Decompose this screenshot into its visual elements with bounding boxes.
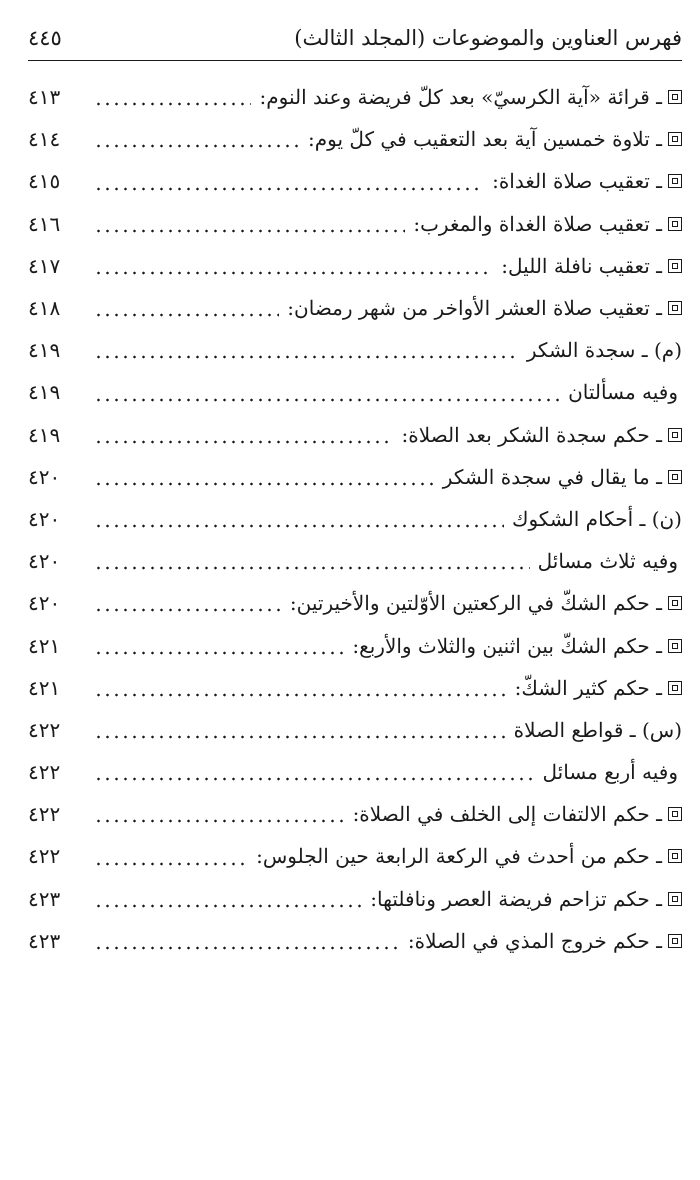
toc-entry	[543, 760, 682, 784]
running-header	[28, 20, 682, 56]
toc-item-title: ـ تعقيب نافلة الليل:	[501, 253, 662, 278]
toc-page-number: ٤٢٢	[28, 717, 61, 742]
toc-note: وفيه ثلاث مسائل	[537, 549, 678, 574]
square-bullet-icon	[668, 174, 682, 188]
square-bullet-icon	[668, 301, 682, 315]
dot-leader	[94, 565, 530, 571]
dot-leader	[94, 903, 362, 909]
square-bullet-icon	[668, 470, 682, 484]
toc-page-number: ٤٢٣	[28, 928, 61, 953]
dot-leader	[94, 270, 493, 276]
toc-page-number: ٤٢٢	[28, 844, 61, 869]
toc-entry	[352, 634, 682, 658]
toc-entry	[408, 929, 682, 953]
toc-entry	[527, 338, 682, 362]
toc-page-number: ٤١٤	[28, 127, 61, 152]
toc-page-number: ٤١٥	[28, 169, 61, 194]
toc-row	[28, 287, 682, 329]
dot-leader	[94, 354, 519, 360]
toc-page-number: ٤٢٠	[28, 549, 61, 574]
toc-page-number: ٤٢٠	[28, 591, 61, 616]
toc-page-number: ٤٢٠	[28, 464, 61, 489]
dot-leader	[94, 734, 506, 740]
toc-row	[28, 540, 682, 582]
toc-row	[28, 160, 682, 202]
square-bullet-icon	[668, 934, 682, 948]
toc-item-title: ـ حكم كثير الشكّ:	[514, 675, 662, 700]
dot-leader	[94, 481, 435, 487]
square-bullet-icon	[668, 90, 682, 104]
toc-entry	[501, 254, 682, 278]
toc-page-number: ٤١٩	[28, 380, 61, 405]
toc-row	[28, 245, 682, 287]
toc-section-title: (ن) ـ أحكام الشكوك	[511, 506, 682, 531]
toc-entry	[512, 507, 682, 531]
dot-leader	[94, 228, 405, 234]
toc-entry	[514, 718, 682, 742]
toc-row	[28, 203, 682, 245]
toc-page-number: ٤٢٣	[28, 886, 61, 911]
toc-item-title: ـ حكم من أحدث في الركعة الرابعة حين الجلوس:	[256, 844, 662, 869]
toc-row	[28, 624, 682, 666]
toc-page-number: ٤٢٢	[28, 760, 61, 785]
toc-page-number: ٤٢١	[28, 675, 61, 700]
toc-row	[28, 667, 682, 709]
dot-leader	[94, 650, 344, 656]
toc-row	[28, 329, 682, 371]
toc-entry	[308, 127, 682, 151]
toc-item-title: ـ تلاوة خمسين آية بعد التعقيب في كلّ يوم:	[308, 127, 662, 152]
toc-entry	[287, 296, 682, 320]
toc-item-title: ـ تعقيب صلاة العشر الأواخر من شهر رمضان:	[287, 296, 662, 321]
toc-entry	[492, 169, 682, 193]
toc-row	[28, 793, 682, 835]
square-bullet-icon	[668, 132, 682, 146]
toc-page-number: ٤٢٢	[28, 802, 61, 827]
toc-item-title: ـ قرائة «آية الكرسيّ» بعد كلّ فريضة وعند النوم:	[259, 85, 662, 110]
dot-leader	[94, 312, 279, 318]
dot-leader	[94, 439, 394, 445]
toc-item-title: ـ حكم الالتفات إلى الخلف في الصلاة:	[352, 802, 662, 827]
toc-section-title: (م) ـ سجدة الشكر	[526, 338, 682, 363]
square-bullet-icon	[668, 892, 682, 906]
toc-row	[28, 118, 682, 160]
toc-entry	[515, 676, 682, 700]
square-bullet-icon	[668, 428, 682, 442]
toc-page-number: ٤١٩	[28, 422, 61, 447]
toc-entry	[443, 465, 682, 489]
toc-item-title: ـ حكم الشكّ في الركعتين الأوّلتين والأخيرتين:	[289, 591, 662, 616]
square-bullet-icon	[668, 681, 682, 695]
toc-item-title: ـ حكم تزاحم فريضة العصر ونافلتها:	[370, 886, 662, 911]
square-bullet-icon	[668, 596, 682, 610]
toc-row	[28, 371, 682, 413]
toc-page-number: ٤٢٠	[28, 506, 61, 531]
toc-page-number: ٤٢١	[28, 633, 61, 658]
toc-item-title: ـ تعقيب صلاة الغداة والمغرب:	[413, 211, 662, 236]
toc-entry	[568, 380, 682, 404]
dot-leader	[94, 818, 345, 824]
toc-entry	[402, 423, 682, 447]
header-page-number: ٤٤٥	[28, 26, 62, 50]
toc-row	[28, 456, 682, 498]
toc-entry	[290, 591, 682, 615]
header-title: فهرس العناوين والموضوعات (المجلد الثالث)	[294, 26, 682, 50]
toc-row	[28, 751, 682, 793]
toc-item-title: ـ حكم خروج المذي في الصلاة:	[407, 928, 662, 953]
table-of-contents	[28, 76, 682, 962]
toc-page-number: ٤١٩	[28, 338, 61, 363]
toc-row	[28, 835, 682, 877]
dot-leader	[94, 945, 400, 951]
toc-row	[28, 709, 682, 751]
square-bullet-icon	[668, 217, 682, 231]
toc-note: وفيه أربع مسائل	[542, 760, 678, 785]
toc-entry	[353, 802, 682, 826]
square-bullet-icon	[668, 807, 682, 821]
toc-entry	[259, 85, 682, 109]
toc-row	[28, 76, 682, 118]
toc-page-number: ٤١٨	[28, 296, 61, 321]
toc-page-number: ٤١٧	[28, 253, 61, 278]
dot-leader	[94, 101, 251, 107]
dot-leader	[94, 523, 504, 529]
dot-leader	[94, 861, 248, 867]
toc-item-title: ـ حكم الشكّ بين اثنين والثلاث والأربع:	[352, 633, 662, 658]
square-bullet-icon	[668, 849, 682, 863]
dot-leader	[94, 143, 300, 149]
dot-leader	[94, 186, 484, 192]
toc-row	[28, 498, 682, 540]
toc-page-number: ٤١٦	[28, 211, 61, 236]
dot-leader	[94, 776, 535, 782]
toc-row	[28, 878, 682, 920]
square-bullet-icon	[668, 639, 682, 653]
toc-page-number: ٤١٣	[28, 85, 61, 110]
toc-entry	[370, 887, 682, 911]
toc-entry	[413, 212, 682, 236]
toc-entry	[538, 549, 682, 573]
toc-entry	[256, 844, 682, 868]
toc-item-title: ـ ما يقال في سجدة الشكر	[442, 464, 662, 489]
header-rule	[28, 60, 682, 61]
toc-section-title: (س) ـ قواطع الصلاة	[513, 717, 682, 742]
dot-leader	[94, 607, 282, 613]
dot-leader	[94, 692, 507, 698]
toc-row	[28, 582, 682, 624]
toc-item-title: ـ تعقيب صلاة الغداة:	[492, 169, 662, 194]
toc-note: وفيه مسألتان	[568, 380, 678, 405]
toc-row	[28, 414, 682, 456]
dot-leader	[94, 397, 560, 403]
toc-item-title: ـ حكم سجدة الشكر بعد الصلاة:	[401, 422, 662, 447]
toc-row	[28, 920, 682, 962]
square-bullet-icon	[668, 259, 682, 273]
